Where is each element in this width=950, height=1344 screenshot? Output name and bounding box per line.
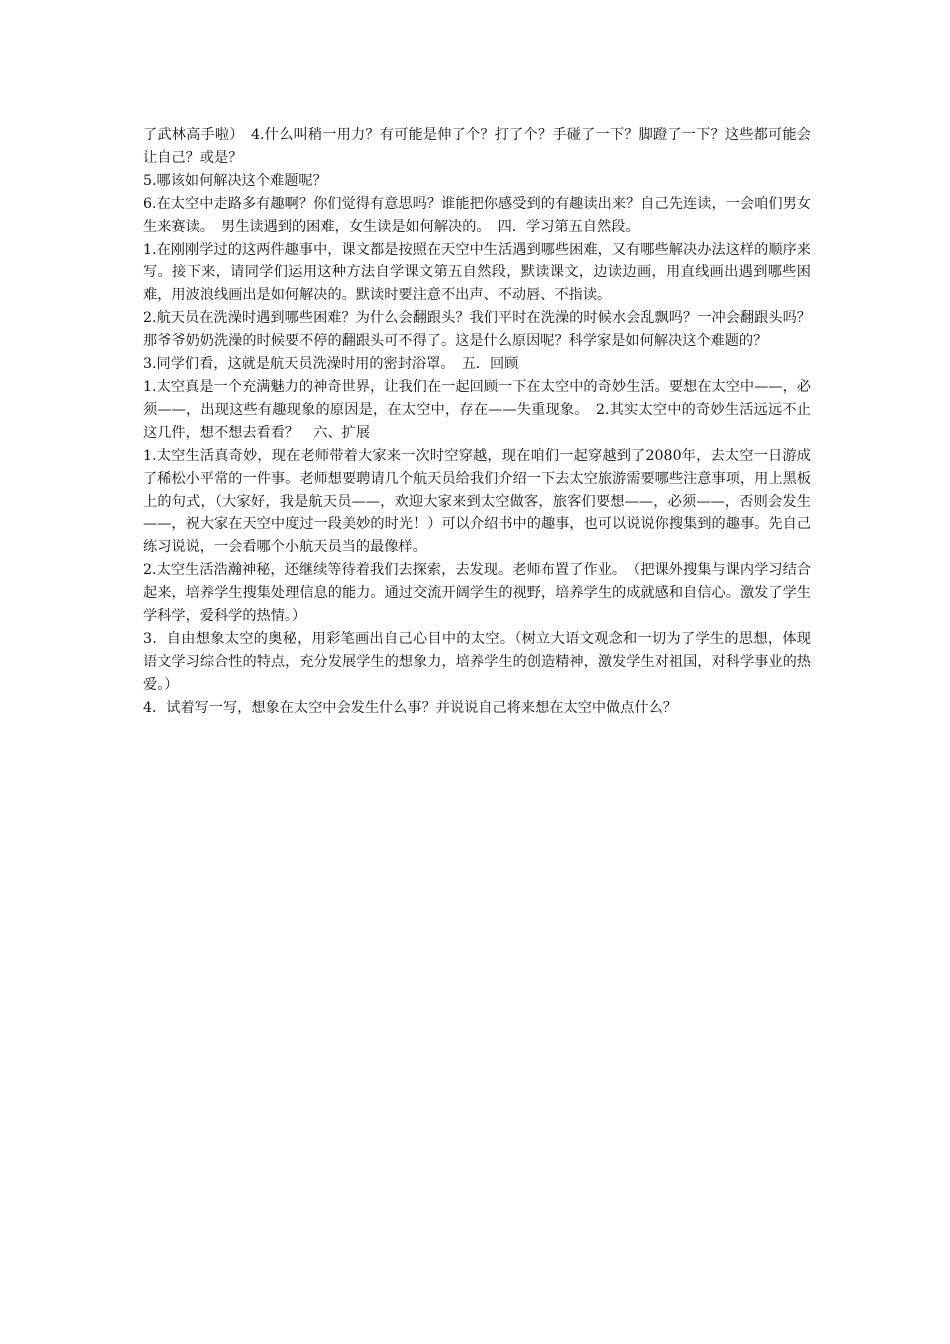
paragraph: 6.在太空中走路多有趣啊？你们觉得有意思吗？谁能把你感受到的有趣读出来？自己先连读，一会咱们男女生来赛读。 男生读遇到的困难，女生读是如何解决的。 四．学习第五自然段。 xyxy=(143,195,811,235)
paragraph: 2.太空生活浩瀚神秘，还继续等待着我们去探索，去发现。老师布置了作业。 （把课外搜集与课内学习结合起来，培养学生搜集处理信息的能力。通过交流开阔学生的视野，培养学生的成就感和自信心。激发了学生学科学，爱科学的热情。） xyxy=(143,562,811,625)
paragraph: 1.太空真是一个充满魅力的神奇世界，让我们在一起回顾一下在太空中的奇妙生活。要想在太空中——，必须——，出现这些有趣现象的原因是，在太空中，存在——失重现象。 2.其实太空中的奇妙生活远远不止这几件，想不想去看看？ 六、扩展 xyxy=(143,378,811,441)
paragraph: 4．试着写一写，想象在太空中会发生什么事？并说说自己将来想在太空中做点什么？ xyxy=(143,699,677,716)
paragraph: 1.太空生活真奇妙，现在老师带着大家来一次时空穿越，现在咱们一起穿越到了2080年，去太空一日游成了稀松小平常的一件事。老师想要聘请几个航天员给我们介绍一下去太空旅游需要哪些注意事项，用上黑板上的句式，（大家好，我是航天员——，欢迎大家来到太空做客，旅客们要想——，必须——，否则会发生——，祝大家在天空中度过一段美妙的时光！）可以介绍书中的趣事，也可以说说你搜集到的趣事。先自己练习说说，一会看哪个小航天员当的最像样。 xyxy=(143,447,811,556)
paragraph: 1.在刚刚学过的这两件趣事中，课文都是按照在天空中生活遇到哪些困难，又有哪些解决办法这样的顺序来写。接下来，请同学们运用这种方法自学课文第五自然段，默读课文，边读边画，用直线画出遇到哪些困难，用波浪线画出是如何解决的。默读时要注意不出声、不动唇、不指读。 xyxy=(143,241,811,304)
paragraph: 5.哪该如何解决这个难题呢？ xyxy=(143,172,327,189)
paragraph: 了武林高手啦） 4.什么叫稍一用力？有可能是伸了个？打了个？手碰了一下？脚蹬了一下？这些都可能会让自己？或是？ xyxy=(143,127,811,166)
paragraph: 2.航天员在洗澡时遇到哪些困难？为什么会翻跟头？我们平时在洗澡的时候水会乱飘吗？一冲会翻跟头吗？那爷爷奶奶洗澡的时候要不停的翻跟头可不得了。这是什么原因呢？科学家是如何解决这个难题的？ xyxy=(143,310,811,350)
paragraph: 3．自由想象太空的奥秘，用彩笔画出自己心目中的太空。（树立大语文观念和一切为了学生的思想，体现语文学习综合性的特点，充分发展学生的想象力，培养学生的创造精神，激发学生对祖国，对科学事业的热爱。） xyxy=(143,630,811,693)
paragraph: 3.同学们看，这就是航天员洗澡时用的密封浴罩。 五．回顾 xyxy=(143,356,519,373)
document-body xyxy=(143,124,811,720)
